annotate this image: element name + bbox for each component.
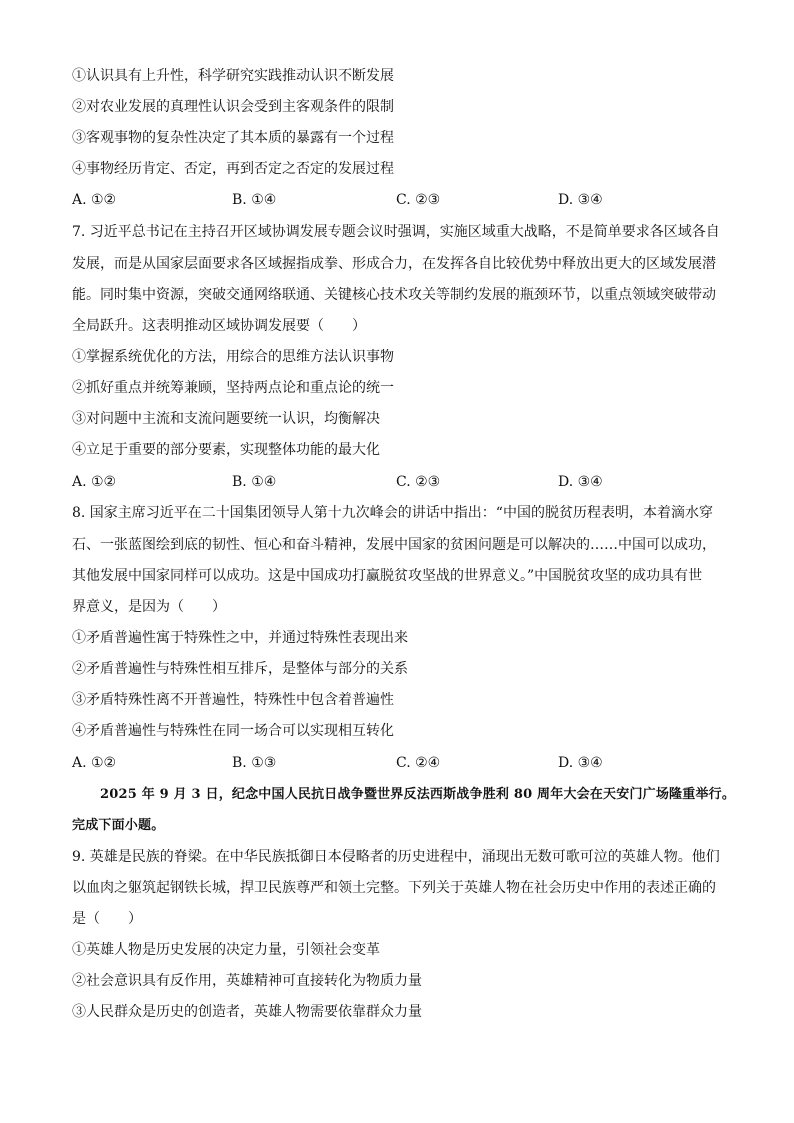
q7-statement-1: ①掌握系统优化的方法，用综合的思维方法认识事物 <box>72 349 394 365</box>
q7-options <box>72 472 752 492</box>
q8-stem-line-4: 界意义，是因为（ ） <box>72 599 226 615</box>
q8-stem-line-1: 8. 国家主席习近平在二十国集团领导人第十九次峰会的讲话中指出：“中国的脱贫历程表明，本着滴水穿 <box>72 505 713 521</box>
q8-option-a: A. ①② <box>72 755 117 771</box>
q7-stem-line-1: 7. 习近平总书记在主持召开区域协调发展专题会议时强调，实施区域重大战略，不是简单要求各区域各自 <box>72 224 720 240</box>
q6-option-a: A. ①② <box>72 192 117 208</box>
q7-statement-3: ③对问题中主流和支流问题要统一认识，均衡解决 <box>72 411 380 427</box>
q8-statement-4: ④矛盾普遍性与特殊性在同一场合可以实现相互转化 <box>72 723 394 739</box>
q6-statement-4: ④事物经历肯定、否定，再到否定之否定的发展过程 <box>72 161 394 177</box>
q6-option-b: B. ①④ <box>232 192 277 208</box>
q8-statement-2: ②矛盾普遍性与特殊性相互排斥，是整体与部分的关系 <box>72 661 408 677</box>
q7-option-c: C. ②③ <box>396 474 441 490</box>
q7-option-a: A. ①② <box>72 474 117 490</box>
q8-option-b: B. ①③ <box>232 755 277 771</box>
q8-stem-line-3: 其他发展中国家同样可以成功。这是中国成功打赢脱贫攻坚战的世界意义。”中国脱贫攻坚的成功具有世 <box>72 568 703 584</box>
q7-option-b: B. ①④ <box>232 474 277 490</box>
q7-statement-2: ②抓好重点并统筹兼顾，坚持两点论和重点论的统一 <box>72 380 394 396</box>
q8-option-c: C. ②④ <box>396 755 441 771</box>
q9-stem-line-3: 是（ ） <box>72 911 142 927</box>
q7-stem-line-3: 能。同时集中资源，突破交通网络联通、关键核心技术攻关等制约发展的瓶颈环节，以重点领域突破带动 <box>72 287 716 303</box>
q7-stem-line-2: 发展，而是从国家层面要求各区域握指成拳、形成合力，在发挥各自比较优势中释放出更大的区域发展潜 <box>72 256 716 272</box>
q8-option-d: D. ③④ <box>558 755 603 771</box>
q9-statement-3: ③人民群众是历史的创造者，英雄人物需要依靠群众力量 <box>72 1004 422 1020</box>
q6-statement-2: ②对农业发展的真理性认识会受到主客观条件的限制 <box>72 99 394 115</box>
q7-option-d: D. ③④ <box>558 474 603 490</box>
group-intro-line-2: 完成下面小题。 <box>72 818 165 833</box>
q9-statement-2: ②社会意识具有反作用，英雄精神可直接转化为物质力量 <box>72 973 422 989</box>
q7-stem-line-4: 全局跃升。这表明推动区域协调发展要（ ） <box>72 318 366 334</box>
q7-statement-4: ④立足于重要的部分要素，实现整体功能的最大化 <box>72 442 380 458</box>
q6-options <box>72 190 752 210</box>
q6-option-c: C. ②③ <box>396 192 441 208</box>
q9-statement-1: ①英雄人物是历史发展的决定力量，引领社会变革 <box>72 942 380 958</box>
q9-stem-line-2: 以血肉之躯筑起钢铁长城，捍卫民族尊严和领土完整。下列关于英雄人物在社会历史中作用的表述正确的 <box>72 880 716 896</box>
q8-options <box>72 753 752 773</box>
q8-statement-1: ①矛盾普遍性寓于特殊性之中，并通过特殊性表现出来 <box>72 630 408 646</box>
q8-statement-3: ③矛盾特殊性离不开普遍性，特殊性中包含着普遍性 <box>72 692 394 708</box>
q8-stem-line-2: 石、一张蓝图绘到底的韧性、恒心和奋斗精神，发展中国家的贫困问题是可以解决的……中国可以成功， <box>72 537 716 553</box>
q6-statement-1: ①认识具有上升性，科学研究实践推动认识不断发展 <box>72 68 394 84</box>
q6-statement-3: ③客观事物的复杂性决定了其本质的暴露有一个过程 <box>72 130 394 146</box>
q6-option-d: D. ③④ <box>558 192 603 208</box>
q9-stem-line-1: 9. 英雄是民族的脊梁。在中华民族抵御日本侵略者的历史进程中，涌现出无数可歌可泣的英雄人物。他们 <box>72 849 720 865</box>
group-intro-line-1: 2025 年 9 月 3 日，纪念中国人民抗日战争暨世界反法西斯战争胜利 80 周年大会在天安门广场隆重举行。 <box>100 787 736 802</box>
